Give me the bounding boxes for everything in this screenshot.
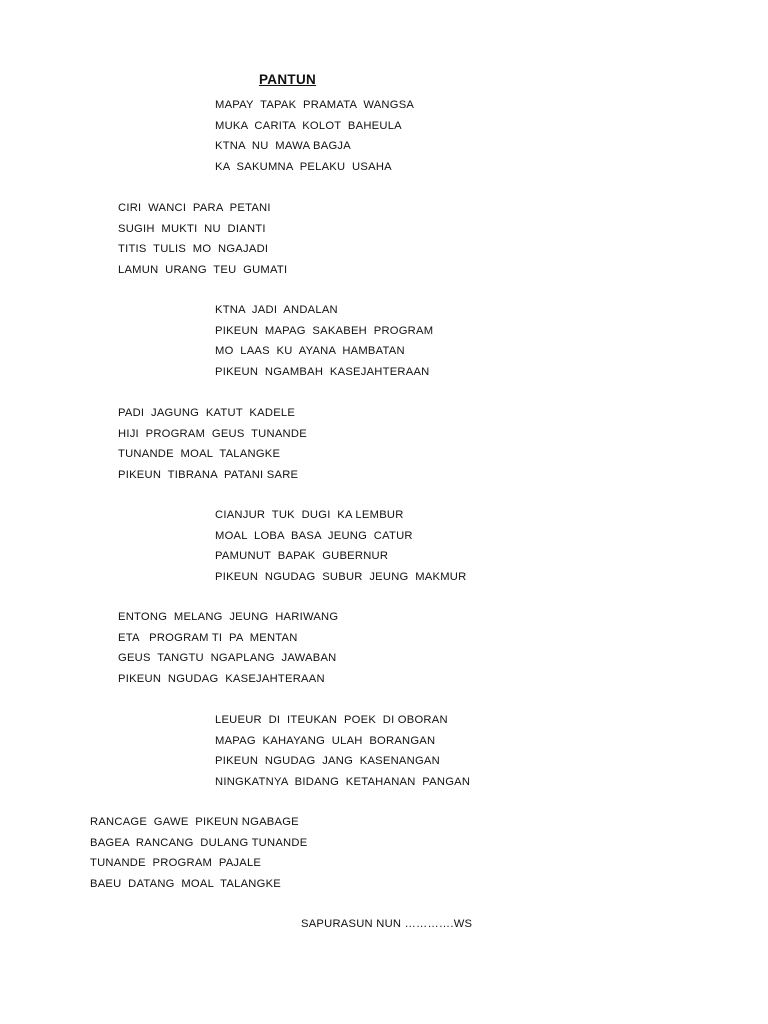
stanza-7 xyxy=(215,710,470,792)
poem-line: MAPAG KAHAYANG ULAH BORANGAN xyxy=(215,734,436,747)
poem-line: ENTONG MELANG JEUNG HARIWANG xyxy=(118,611,339,623)
poem-line: HIJI PROGRAM GEUS TUNANDE xyxy=(118,427,307,440)
signature-line: SAPURASUN NUN ………….WS xyxy=(301,918,473,930)
poem-line: GEUS TANGTU NGAPLANG JAWABAN xyxy=(118,652,337,664)
poem-line: PIKEUN NGUDAG SUBUR JEUNG MAKMUR xyxy=(215,570,467,583)
poem-line: MAPAY TAPAK PRAMATA WANGSA xyxy=(215,99,415,111)
poem-line: RANCAGE GAWE PIKEUN NGABAGE xyxy=(90,816,299,828)
poem-line: KTNA JADI ANDALAN xyxy=(215,304,338,316)
poem-line: KTNA NU MAWA BAGJA xyxy=(215,140,351,152)
poem-line: CIANJUR TUK DUGI KA LEMBUR xyxy=(215,509,404,521)
poem-line: TITIS TULIS MO NGAJADI xyxy=(118,243,269,255)
poem-line: MUKA CARITA KOLOT BAHEULA xyxy=(215,119,402,132)
poem-line: LAMUN URANG TEU GUMATI xyxy=(118,263,288,276)
stanza-4 xyxy=(118,403,307,485)
poem-line: PIKEUN NGUDAG KASEJAHTERAAN xyxy=(118,672,325,685)
poem-line: TUNANDE MOAL TALANGKE xyxy=(118,448,281,460)
poem-line: PIKEUN NGAMBAH KASEJAHTERAAN xyxy=(215,365,430,378)
poem-line: BAEU DATANG MOAL TALANGKE xyxy=(90,877,282,890)
poem-line: CIRI WANCI PARA PETANI xyxy=(118,202,271,214)
poem-line: MO LAAS KU AYANA HAMBATAN xyxy=(215,345,405,357)
poem-line: NINGKATNYA BIDANG KETAHANAN PANGAN xyxy=(215,775,471,788)
poem-line: PIKEUN NGUDAG JANG KASENANGAN xyxy=(215,755,440,767)
poem-line: PADI JAGUNG KATUT KADELE xyxy=(118,407,296,419)
poem-line: TUNANDE PROGRAM PAJALE xyxy=(90,857,262,869)
poem-line: PAMUNUT BAPAK GUBERNUR xyxy=(215,550,389,562)
poem-line: PIKEUN MAPAG SAKABEH PROGRAM xyxy=(215,324,434,337)
poem-line: PIKEUN TIBRANA PATANI SARE xyxy=(118,468,299,481)
stanza-1 xyxy=(215,95,414,177)
poem-line: BAGEA RANCANG DULANG TUNANDE xyxy=(90,836,308,849)
poem-line: ETA PROGRAM TI PA MENTAN xyxy=(118,631,298,644)
poem-line: LEUEUR DI ITEUKAN POEK DI OBORAN xyxy=(215,714,448,726)
poem-title: PANTUN xyxy=(259,72,317,87)
stanza-6 xyxy=(118,607,338,689)
poem-line: SUGIH MUKTI NU DIANTI xyxy=(118,222,266,235)
stanza-3 xyxy=(215,300,433,382)
poem-line: MOAL LOBA BASA JEUNG CATUR xyxy=(215,529,413,542)
poem-line: KA SAKUMNA PELAKU USAHA xyxy=(215,160,392,173)
stanza-2 xyxy=(118,198,287,280)
stanza-5 xyxy=(215,505,466,587)
stanza-8 xyxy=(90,812,307,894)
